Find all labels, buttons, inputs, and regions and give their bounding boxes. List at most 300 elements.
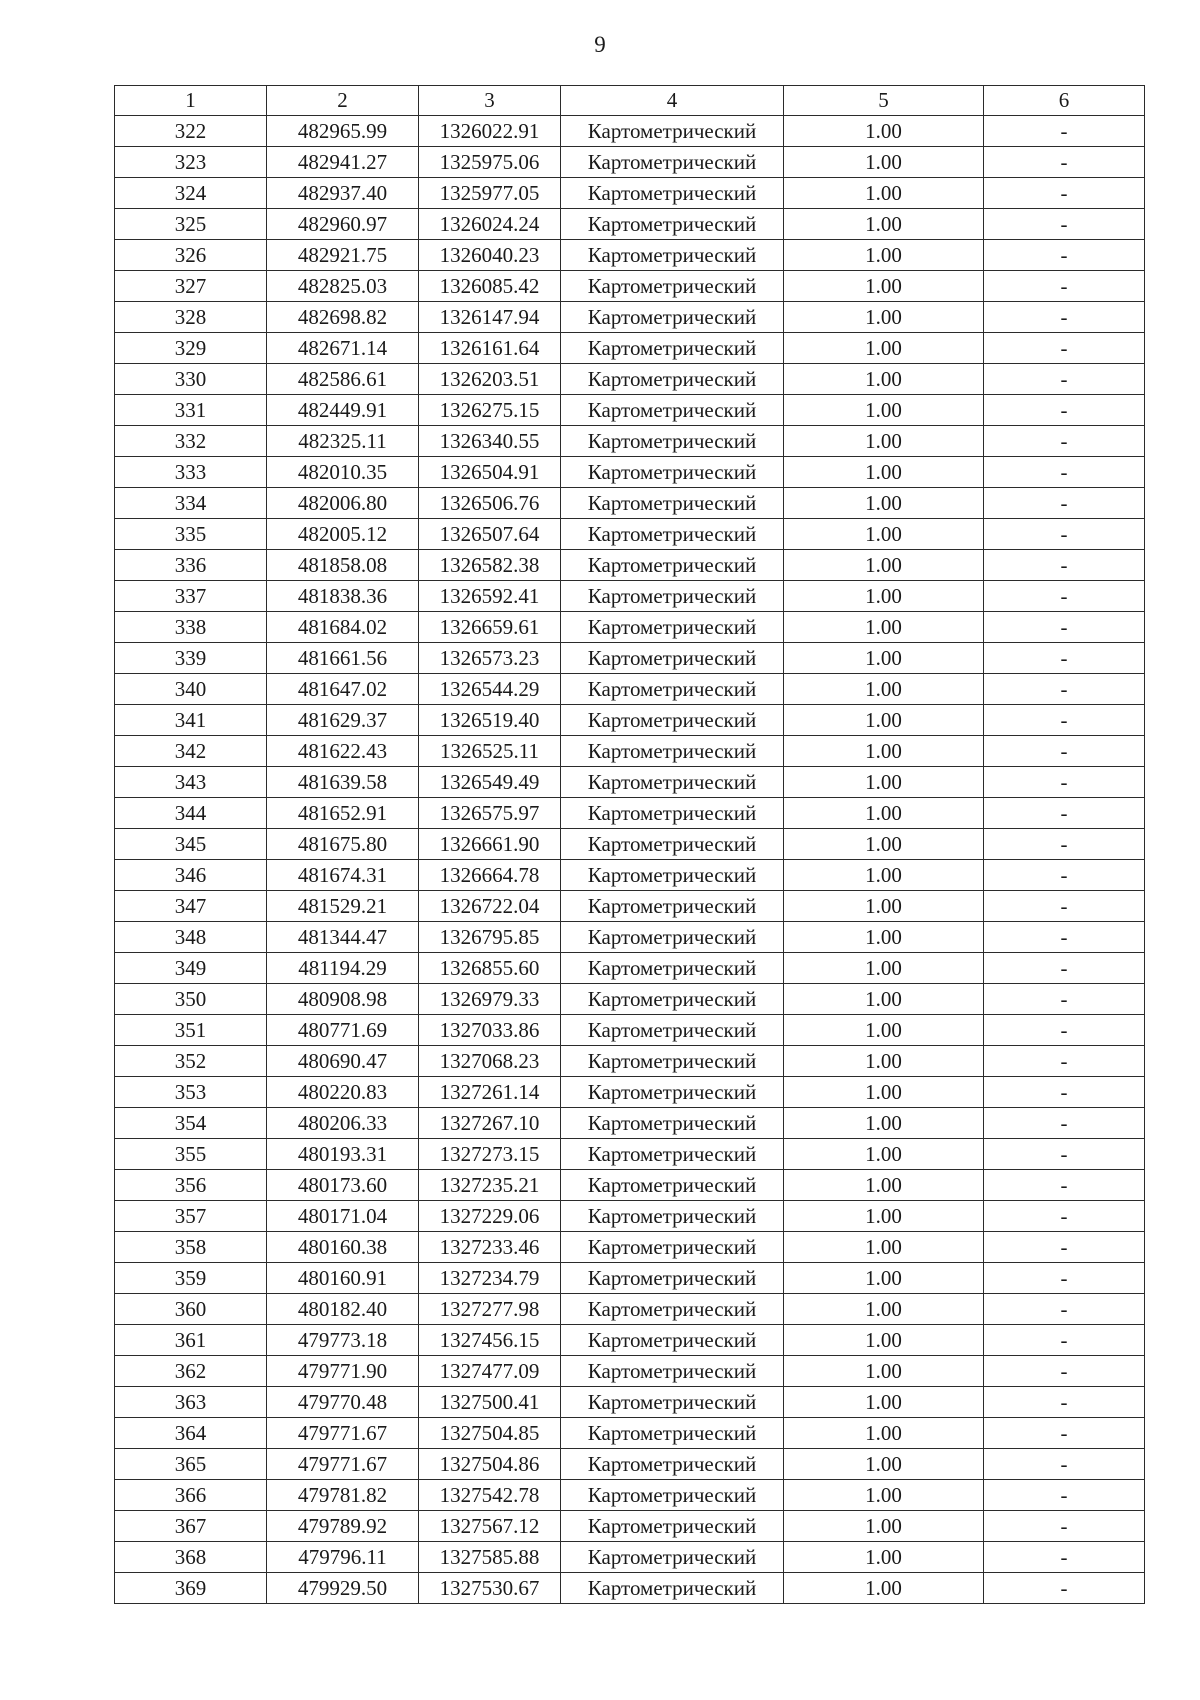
table-row [115, 612, 1145, 643]
method-cell: Картометрический [561, 1542, 784, 1573]
method-cell: Картометрический [561, 1294, 784, 1325]
table-row [115, 271, 1145, 302]
table-row [115, 891, 1145, 922]
accuracy-cell: 1.00 [784, 271, 984, 302]
point-number-cell: 358 [115, 1232, 267, 1263]
method-cell: Картометрический [561, 271, 784, 302]
method-cell: Картометрический [561, 333, 784, 364]
y-coordinate-cell: 1326592.41 [419, 581, 561, 612]
y-coordinate-cell: 1327542.78 [419, 1480, 561, 1511]
note-cell: - [984, 1449, 1145, 1480]
point-number-cell: 360 [115, 1294, 267, 1325]
method-cell: Картометрический [561, 209, 784, 240]
y-coordinate-cell: 1326664.78 [419, 860, 561, 891]
table-row [115, 1077, 1145, 1108]
x-coordinate-cell: 480173.60 [267, 1170, 419, 1201]
point-number-cell: 328 [115, 302, 267, 333]
table-row [115, 209, 1145, 240]
table-row [115, 1232, 1145, 1263]
x-coordinate-cell: 481674.31 [267, 860, 419, 891]
x-coordinate-cell: 482825.03 [267, 271, 419, 302]
method-cell: Картометрический [561, 581, 784, 612]
note-cell: - [984, 643, 1145, 674]
x-coordinate-cell: 481194.29 [267, 953, 419, 984]
x-coordinate-cell: 480182.40 [267, 1294, 419, 1325]
accuracy-cell: 1.00 [784, 1263, 984, 1294]
method-cell: Картометрический [561, 1356, 784, 1387]
y-coordinate-cell: 1327567.12 [419, 1511, 561, 1542]
table-row [115, 767, 1145, 798]
note-cell: - [984, 209, 1145, 240]
table-row [115, 953, 1145, 984]
note-cell: - [984, 1201, 1145, 1232]
point-number-cell: 338 [115, 612, 267, 643]
note-cell: - [984, 581, 1145, 612]
y-coordinate-cell: 1326722.04 [419, 891, 561, 922]
accuracy-cell: 1.00 [784, 240, 984, 271]
accuracy-cell: 1.00 [784, 891, 984, 922]
point-number-cell: 368 [115, 1542, 267, 1573]
column-header-3: 3 [419, 86, 561, 116]
y-coordinate-cell: 1326979.33 [419, 984, 561, 1015]
y-coordinate-cell: 1327068.23 [419, 1046, 561, 1077]
table-row [115, 426, 1145, 457]
note-cell: - [984, 1170, 1145, 1201]
method-cell: Картометрический [561, 643, 784, 674]
y-coordinate-cell: 1327477.09 [419, 1356, 561, 1387]
x-coordinate-cell: 480160.38 [267, 1232, 419, 1263]
method-cell: Картометрический [561, 1511, 784, 1542]
point-number-cell: 337 [115, 581, 267, 612]
method-cell: Картометрический [561, 767, 784, 798]
y-coordinate-cell: 1326519.40 [419, 705, 561, 736]
y-coordinate-cell: 1327273.15 [419, 1139, 561, 1170]
method-cell: Картометрический [561, 519, 784, 550]
method-cell: Картометрический [561, 240, 784, 271]
note-cell: - [984, 891, 1145, 922]
method-cell: Картометрический [561, 302, 784, 333]
y-coordinate-cell: 1326085.42 [419, 271, 561, 302]
y-coordinate-cell: 1326506.76 [419, 488, 561, 519]
table-row [115, 364, 1145, 395]
table-row [115, 1480, 1145, 1511]
x-coordinate-cell: 482960.97 [267, 209, 419, 240]
method-cell: Картометрический [561, 1139, 784, 1170]
note-cell: - [984, 1387, 1145, 1418]
accuracy-cell: 1.00 [784, 1077, 984, 1108]
y-coordinate-cell: 1325975.06 [419, 147, 561, 178]
table-row [115, 147, 1145, 178]
table-row [115, 116, 1145, 147]
method-cell: Картометрический [561, 953, 784, 984]
y-coordinate-cell: 1326507.64 [419, 519, 561, 550]
note-cell: - [984, 612, 1145, 643]
method-cell: Картометрический [561, 705, 784, 736]
accuracy-cell: 1.00 [784, 116, 984, 147]
y-coordinate-cell: 1327530.67 [419, 1573, 561, 1604]
table-row [115, 178, 1145, 209]
accuracy-cell: 1.00 [784, 457, 984, 488]
point-number-cell: 329 [115, 333, 267, 364]
y-coordinate-cell: 1327033.86 [419, 1015, 561, 1046]
table-row [115, 1325, 1145, 1356]
table-row [115, 736, 1145, 767]
table-row [115, 1015, 1145, 1046]
table-body [115, 116, 1145, 1604]
y-coordinate-cell: 1327504.85 [419, 1418, 561, 1449]
point-number-cell: 341 [115, 705, 267, 736]
note-cell: - [984, 147, 1145, 178]
x-coordinate-cell: 482941.27 [267, 147, 419, 178]
note-cell: - [984, 395, 1145, 426]
point-number-cell: 332 [115, 426, 267, 457]
note-cell: - [984, 488, 1145, 519]
point-number-cell: 350 [115, 984, 267, 1015]
point-number-cell: 336 [115, 550, 267, 581]
accuracy-cell: 1.00 [784, 705, 984, 736]
x-coordinate-cell: 482965.99 [267, 116, 419, 147]
table-row [115, 1294, 1145, 1325]
method-cell: Картометрический [561, 829, 784, 860]
note-cell: - [984, 116, 1145, 147]
method-cell: Картометрический [561, 1418, 784, 1449]
point-number-cell: 323 [115, 147, 267, 178]
accuracy-cell: 1.00 [784, 147, 984, 178]
x-coordinate-cell: 482010.35 [267, 457, 419, 488]
method-cell: Картометрический [561, 178, 784, 209]
point-number-cell: 330 [115, 364, 267, 395]
method-cell: Картометрический [561, 147, 784, 178]
y-coordinate-cell: 1326855.60 [419, 953, 561, 984]
note-cell: - [984, 1418, 1145, 1449]
accuracy-cell: 1.00 [784, 1356, 984, 1387]
accuracy-cell: 1.00 [784, 550, 984, 581]
y-coordinate-cell: 1326340.55 [419, 426, 561, 457]
table-row [115, 1046, 1145, 1077]
x-coordinate-cell: 482449.91 [267, 395, 419, 426]
point-number-cell: 347 [115, 891, 267, 922]
y-coordinate-cell: 1326573.23 [419, 643, 561, 674]
x-coordinate-cell: 480220.83 [267, 1077, 419, 1108]
column-header-2: 2 [267, 86, 419, 116]
method-cell: Картометрический [561, 116, 784, 147]
note-cell: - [984, 1511, 1145, 1542]
point-number-cell: 322 [115, 116, 267, 147]
method-cell: Картометрический [561, 1108, 784, 1139]
accuracy-cell: 1.00 [784, 178, 984, 209]
accuracy-cell: 1.00 [784, 1294, 984, 1325]
note-cell: - [984, 1325, 1145, 1356]
table-row [115, 1263, 1145, 1294]
method-cell: Картометрический [561, 550, 784, 581]
note-cell: - [984, 302, 1145, 333]
method-cell: Картометрический [561, 1387, 784, 1418]
accuracy-cell: 1.00 [784, 953, 984, 984]
x-coordinate-cell: 479771.67 [267, 1449, 419, 1480]
method-cell: Картометрический [561, 798, 784, 829]
point-number-cell: 342 [115, 736, 267, 767]
method-cell: Картометрический [561, 1449, 784, 1480]
note-cell: - [984, 426, 1145, 457]
note-cell: - [984, 922, 1145, 953]
note-cell: - [984, 1542, 1145, 1573]
note-cell: - [984, 519, 1145, 550]
point-number-cell: 352 [115, 1046, 267, 1077]
x-coordinate-cell: 481858.08 [267, 550, 419, 581]
point-number-cell: 333 [115, 457, 267, 488]
accuracy-cell: 1.00 [784, 643, 984, 674]
x-coordinate-cell: 481647.02 [267, 674, 419, 705]
table-row [115, 1139, 1145, 1170]
note-cell: - [984, 271, 1145, 302]
table-row [115, 302, 1145, 333]
table-row [115, 922, 1145, 953]
method-cell: Картометрический [561, 984, 784, 1015]
method-cell: Картометрический [561, 457, 784, 488]
x-coordinate-cell: 480908.98 [267, 984, 419, 1015]
point-number-cell: 348 [115, 922, 267, 953]
point-number-cell: 325 [115, 209, 267, 240]
note-cell: - [984, 240, 1145, 271]
point-number-cell: 364 [115, 1418, 267, 1449]
y-coordinate-cell: 1326582.38 [419, 550, 561, 581]
y-coordinate-cell: 1327229.06 [419, 1201, 561, 1232]
y-coordinate-cell: 1326040.23 [419, 240, 561, 271]
note-cell: - [984, 674, 1145, 705]
note-cell: - [984, 829, 1145, 860]
table-row [115, 457, 1145, 488]
table-row [115, 1542, 1145, 1573]
point-number-cell: 362 [115, 1356, 267, 1387]
table-row [115, 1418, 1145, 1449]
table-row [115, 1201, 1145, 1232]
accuracy-cell: 1.00 [784, 922, 984, 953]
method-cell: Картометрический [561, 395, 784, 426]
point-number-cell: 357 [115, 1201, 267, 1232]
note-cell: - [984, 333, 1145, 364]
table-row [115, 240, 1145, 271]
note-cell: - [984, 550, 1145, 581]
accuracy-cell: 1.00 [784, 488, 984, 519]
accuracy-cell: 1.00 [784, 767, 984, 798]
x-coordinate-cell: 480193.31 [267, 1139, 419, 1170]
y-coordinate-cell: 1326549.49 [419, 767, 561, 798]
accuracy-cell: 1.00 [784, 1511, 984, 1542]
method-cell: Картометрический [561, 426, 784, 457]
y-coordinate-cell: 1326022.91 [419, 116, 561, 147]
x-coordinate-cell: 482671.14 [267, 333, 419, 364]
x-coordinate-cell: 482005.12 [267, 519, 419, 550]
accuracy-cell: 1.00 [784, 1046, 984, 1077]
table-row [115, 643, 1145, 674]
method-cell: Картометрический [561, 1325, 784, 1356]
coordinates-table [114, 85, 1145, 1604]
y-coordinate-cell: 1327504.86 [419, 1449, 561, 1480]
point-number-cell: 344 [115, 798, 267, 829]
x-coordinate-cell: 479773.18 [267, 1325, 419, 1356]
table-row [115, 488, 1145, 519]
table-row [115, 333, 1145, 364]
table-row [115, 581, 1145, 612]
point-number-cell: 365 [115, 1449, 267, 1480]
point-number-cell: 349 [115, 953, 267, 984]
accuracy-cell: 1.00 [784, 426, 984, 457]
x-coordinate-cell: 482698.82 [267, 302, 419, 333]
x-coordinate-cell: 480171.04 [267, 1201, 419, 1232]
point-number-cell: 356 [115, 1170, 267, 1201]
point-number-cell: 369 [115, 1573, 267, 1604]
table-row [115, 674, 1145, 705]
table-row [115, 1170, 1145, 1201]
accuracy-cell: 1.00 [784, 984, 984, 1015]
point-number-cell: 339 [115, 643, 267, 674]
note-cell: - [984, 705, 1145, 736]
y-coordinate-cell: 1327277.98 [419, 1294, 561, 1325]
method-cell: Картометрический [561, 1170, 784, 1201]
accuracy-cell: 1.00 [784, 209, 984, 240]
accuracy-cell: 1.00 [784, 1325, 984, 1356]
x-coordinate-cell: 482325.11 [267, 426, 419, 457]
note-cell: - [984, 1480, 1145, 1511]
note-cell: - [984, 1356, 1145, 1387]
point-number-cell: 326 [115, 240, 267, 271]
x-coordinate-cell: 481344.47 [267, 922, 419, 953]
accuracy-cell: 1.00 [784, 1449, 984, 1480]
table-row [115, 984, 1145, 1015]
method-cell: Картометрический [561, 1015, 784, 1046]
column-header-4: 4 [561, 86, 784, 116]
x-coordinate-cell: 479796.11 [267, 1542, 419, 1573]
x-coordinate-cell: 479771.67 [267, 1418, 419, 1449]
y-coordinate-cell: 1327233.46 [419, 1232, 561, 1263]
accuracy-cell: 1.00 [784, 1170, 984, 1201]
note-cell: - [984, 798, 1145, 829]
note-cell: - [984, 178, 1145, 209]
point-number-cell: 345 [115, 829, 267, 860]
table-row [115, 1356, 1145, 1387]
x-coordinate-cell: 482937.40 [267, 178, 419, 209]
accuracy-cell: 1.00 [784, 519, 984, 550]
note-cell: - [984, 953, 1145, 984]
table-row [115, 829, 1145, 860]
x-coordinate-cell: 480160.91 [267, 1263, 419, 1294]
y-coordinate-cell: 1325977.05 [419, 178, 561, 209]
point-number-cell: 343 [115, 767, 267, 798]
x-coordinate-cell: 481661.56 [267, 643, 419, 674]
table-header [115, 86, 1145, 116]
x-coordinate-cell: 481629.37 [267, 705, 419, 736]
x-coordinate-cell: 479771.90 [267, 1356, 419, 1387]
method-cell: Картометрический [561, 1480, 784, 1511]
x-coordinate-cell: 480771.69 [267, 1015, 419, 1046]
accuracy-cell: 1.00 [784, 395, 984, 426]
point-number-cell: 324 [115, 178, 267, 209]
accuracy-cell: 1.00 [784, 1015, 984, 1046]
method-cell: Картометрический [561, 364, 784, 395]
note-cell: - [984, 984, 1145, 1015]
y-coordinate-cell: 1327234.79 [419, 1263, 561, 1294]
point-number-cell: 354 [115, 1108, 267, 1139]
y-coordinate-cell: 1326161.64 [419, 333, 561, 364]
method-cell: Картометрический [561, 736, 784, 767]
accuracy-cell: 1.00 [784, 581, 984, 612]
point-number-cell: 366 [115, 1480, 267, 1511]
method-cell: Картометрический [561, 488, 784, 519]
y-coordinate-cell: 1326795.85 [419, 922, 561, 953]
note-cell: - [984, 1108, 1145, 1139]
note-cell: - [984, 1077, 1145, 1108]
note-cell: - [984, 1046, 1145, 1077]
point-number-cell: 367 [115, 1511, 267, 1542]
y-coordinate-cell: 1326203.51 [419, 364, 561, 395]
header-row [115, 86, 1145, 116]
table-row [115, 798, 1145, 829]
accuracy-cell: 1.00 [784, 1139, 984, 1170]
point-number-cell: 359 [115, 1263, 267, 1294]
table-row [115, 1449, 1145, 1480]
x-coordinate-cell: 481639.58 [267, 767, 419, 798]
column-header-6: 6 [984, 86, 1145, 116]
note-cell: - [984, 1263, 1145, 1294]
table-row [115, 1387, 1145, 1418]
x-coordinate-cell: 482586.61 [267, 364, 419, 395]
table-row [115, 550, 1145, 581]
x-coordinate-cell: 481684.02 [267, 612, 419, 643]
note-cell: - [984, 1573, 1145, 1604]
method-cell: Картометрический [561, 674, 784, 705]
accuracy-cell: 1.00 [784, 674, 984, 705]
note-cell: - [984, 1232, 1145, 1263]
x-coordinate-cell: 481675.80 [267, 829, 419, 860]
x-coordinate-cell: 479929.50 [267, 1573, 419, 1604]
x-coordinate-cell: 480206.33 [267, 1108, 419, 1139]
accuracy-cell: 1.00 [784, 1573, 984, 1604]
point-number-cell: 363 [115, 1387, 267, 1418]
note-cell: - [984, 1015, 1145, 1046]
accuracy-cell: 1.00 [784, 1542, 984, 1573]
accuracy-cell: 1.00 [784, 364, 984, 395]
accuracy-cell: 1.00 [784, 798, 984, 829]
point-number-cell: 334 [115, 488, 267, 519]
method-cell: Картометрический [561, 1232, 784, 1263]
x-coordinate-cell: 479770.48 [267, 1387, 419, 1418]
note-cell: - [984, 767, 1145, 798]
accuracy-cell: 1.00 [784, 1201, 984, 1232]
y-coordinate-cell: 1326661.90 [419, 829, 561, 860]
y-coordinate-cell: 1326024.24 [419, 209, 561, 240]
y-coordinate-cell: 1327456.15 [419, 1325, 561, 1356]
accuracy-cell: 1.00 [784, 860, 984, 891]
x-coordinate-cell: 481529.21 [267, 891, 419, 922]
column-header-1: 1 [115, 86, 267, 116]
point-number-cell: 335 [115, 519, 267, 550]
y-coordinate-cell: 1326275.15 [419, 395, 561, 426]
y-coordinate-cell: 1327267.10 [419, 1108, 561, 1139]
y-coordinate-cell: 1326147.94 [419, 302, 561, 333]
method-cell: Картометрический [561, 1077, 784, 1108]
table-row [115, 1108, 1145, 1139]
accuracy-cell: 1.00 [784, 302, 984, 333]
y-coordinate-cell: 1326504.91 [419, 457, 561, 488]
x-coordinate-cell: 479781.82 [267, 1480, 419, 1511]
note-cell: - [984, 457, 1145, 488]
point-number-cell: 361 [115, 1325, 267, 1356]
method-cell: Картометрический [561, 922, 784, 953]
note-cell: - [984, 364, 1145, 395]
method-cell: Картометрический [561, 1263, 784, 1294]
page-number: 9 [594, 32, 606, 57]
method-cell: Картометрический [561, 1201, 784, 1232]
